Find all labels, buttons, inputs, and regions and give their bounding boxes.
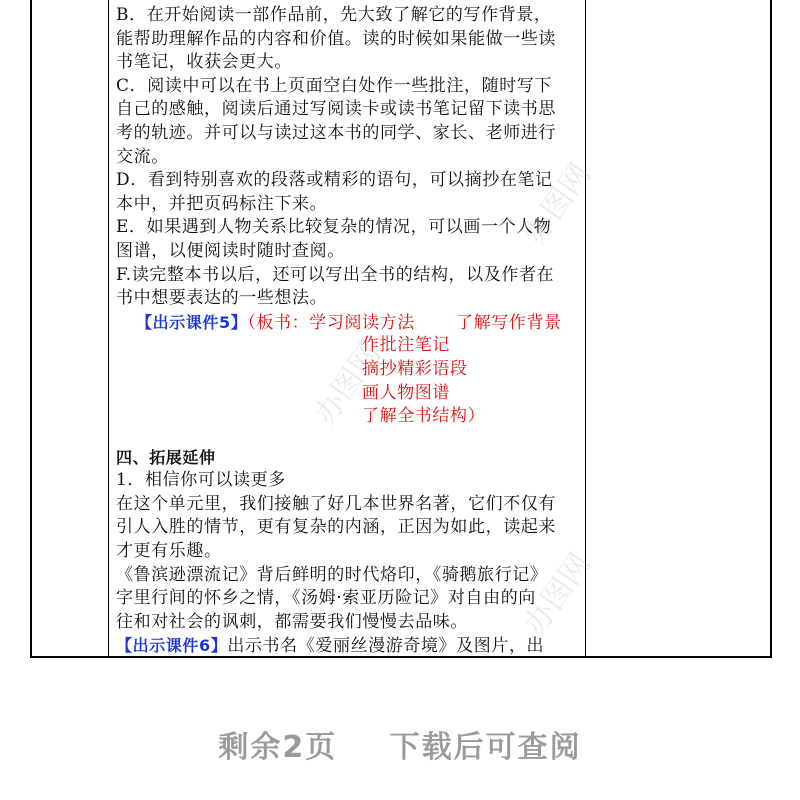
board-note: 作批注笔记 <box>362 335 450 356</box>
text-line: 引人入胜的情节，更有复杂的内涵，正因为如此，读起来 <box>116 517 556 538</box>
courseware-5-line <box>116 311 584 335</box>
download-notice[interactable] <box>0 722 800 766</box>
text-line: D．看到特别喜欢的段落或精彩的语句，可以摘抄在笔记 <box>116 170 553 191</box>
watermark: 办图网 <box>517 547 599 641</box>
lesson-content <box>116 4 584 658</box>
board-note: 了解全书结构） <box>362 406 486 427</box>
board-note: 摘抄精彩语段 <box>362 358 468 379</box>
section-heading: 四、拓展延伸 <box>116 447 216 467</box>
board-note: 画人物图谱 <box>362 382 450 403</box>
courseware-6-tag: 【出示课件6】 <box>116 636 228 656</box>
text-line: 出示书名《爱丽丝漫游奇境》及图片，出 <box>227 636 545 657</box>
text-line: C．阅读中可以在书上页面空白处作一些批注，随时写下 <box>116 75 553 96</box>
text-line: 在这个单元里，我们接触了好几本世界名著，它们不仅有 <box>116 493 556 514</box>
text-line: E．如果遇到人物关系比较复杂的情况，可以画一个人物 <box>116 217 552 238</box>
text-line: 《鲁滨逊漂流记》背后鲜明的时代烙印，《骑鹅旅行记》 <box>116 564 548 585</box>
table-column-divider-right <box>585 0 586 658</box>
download-to-view-label: 下载后可查阅 <box>389 730 582 765</box>
text-line: 自己的感触，阅读后通过写阅读卡或读书笔记留下读书思 <box>116 99 556 120</box>
board-notes-heading: （板书：学习阅读方法 了解写作背景 <box>247 312 562 333</box>
text-line: 往和对社会的讽刺，都需要我们慢慢去品味。 <box>116 611 468 632</box>
courseware-5-tag: 【出示课件5】 <box>136 312 248 332</box>
table-column-divider-left <box>108 0 109 658</box>
watermark: 办图网 <box>517 157 599 251</box>
text-line: 图谱，以便阅读时随时查阅。 <box>116 240 345 261</box>
text-line: 交流。 <box>116 146 169 167</box>
text-line: 能帮助理解作品的内容和价值。读的时候如果能做一些读 <box>116 28 556 49</box>
courseware-6-line <box>116 634 584 658</box>
text-line: 才更有乐趣。 <box>116 541 222 562</box>
text-line: 考的轨迹。并可以与读过这本书的同学、家长、老师进行 <box>116 122 556 143</box>
remaining-pages-label: 剩余2页 <box>218 730 338 765</box>
sub-heading: 1．相信你可以读更多 <box>116 470 286 491</box>
text-line: 字里行间的怀乡之情，《汤姆·索亚历险记》对自由的向 <box>116 588 536 609</box>
text-line: 本中，并把页码标注下来。 <box>116 193 328 214</box>
text-line: B．在开始阅读一部作品前，先大致了解它的写作背景， <box>116 5 552 25</box>
text-line: F.读完整本书以后，还可以写出全书的结构，以及作者在 <box>116 264 555 285</box>
text-line: 书中想要表达的一些想法。 <box>116 288 328 309</box>
text-line: 书笔记，收获会更大。 <box>116 52 292 73</box>
watermark: 办图网 <box>307 337 389 431</box>
